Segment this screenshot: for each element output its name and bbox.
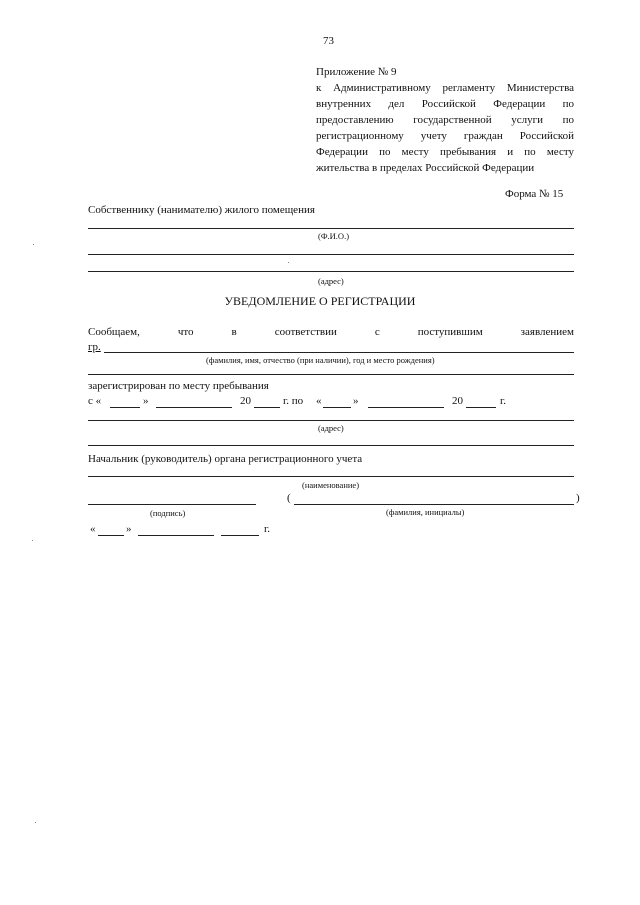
quote-open: « — [316, 395, 322, 407]
authority-name-line[interactable] — [88, 476, 574, 477]
paren-open: ( — [287, 492, 291, 504]
scan-speck — [288, 262, 289, 263]
year-to-field[interactable] — [466, 407, 496, 408]
scan-speck — [33, 244, 34, 245]
month-to-field[interactable] — [368, 407, 444, 408]
date-from-label: с « — [88, 395, 102, 407]
citizen-prefix: гр. — [88, 341, 101, 353]
appendix-line: Федерации по месту пребывания и по месту — [316, 146, 574, 158]
head-of-authority: Начальник (руководитель) органа регистрационного учета — [88, 453, 363, 465]
inform-line: Сообщаем, что в соответствии с поступившим заявлением — [88, 326, 574, 338]
initials-line[interactable] — [294, 504, 574, 505]
stay-address-line[interactable] — [88, 420, 574, 421]
fio-line[interactable] — [88, 228, 574, 229]
appendix-line: к Административному регламенту Министерства — [316, 82, 574, 94]
month-from-field[interactable] — [156, 407, 232, 408]
date-quote-close: » — [126, 523, 132, 535]
citizen-line[interactable] — [104, 352, 574, 353]
year-from-field[interactable] — [254, 407, 280, 408]
addressee-label: Собственнику (нанимателю) жилого помещения — [88, 204, 315, 216]
stay-address-caption: (адрес) — [318, 423, 344, 433]
quote-close: » — [143, 395, 149, 407]
address-caption: (адрес) — [318, 276, 344, 286]
address-line-1[interactable] — [88, 254, 574, 255]
authority-name-caption: (наименование) — [302, 480, 360, 490]
sign-year-field[interactable] — [221, 535, 259, 536]
year-prefix: 20 — [452, 395, 463, 407]
year-prefix: 20 — [240, 395, 251, 407]
sign-day-field[interactable] — [98, 535, 124, 536]
form-number: Форма № 15 — [505, 188, 564, 200]
sign-year-suffix: г. — [264, 523, 271, 535]
appendix-line: внутренних дел Российской Федерации по — [316, 98, 574, 110]
day-to-field[interactable] — [323, 407, 351, 408]
appendix-title: Приложение № 9 — [316, 66, 397, 78]
document-heading: УВЕДОМЛЕНИЕ О РЕГИСТРАЦИИ — [224, 294, 416, 308]
stay-address-line-2[interactable] — [88, 445, 574, 446]
page-number: 73 — [323, 35, 334, 47]
paren-close: ) — [576, 492, 580, 504]
signature-caption: (подпись) — [150, 508, 186, 518]
day-from-field[interactable] — [110, 407, 140, 408]
date-quote-open: « — [90, 523, 96, 535]
scan-speck — [32, 540, 33, 541]
appendix-line: регистрационному учету граждан Российской — [316, 130, 574, 142]
address-line-2[interactable] — [88, 271, 574, 272]
appendix-line: предоставлению государственной услуги по — [316, 114, 574, 126]
signature-line[interactable] — [88, 504, 256, 505]
fio-caption: (Ф.И.О.) — [318, 231, 350, 241]
scan-speck — [35, 822, 36, 823]
person-caption: (фамилия, имя, отчество (при наличии), год и место рождения) — [206, 355, 435, 365]
initials-caption: (фамилия, инициалы) — [386, 507, 465, 517]
sign-month-field[interactable] — [138, 535, 214, 536]
date-to-label: г. по — [283, 395, 304, 407]
appendix-line: жительства в пределах Российской Федерации — [316, 162, 535, 174]
registered-text: зарегистрирован по месту пребывания — [88, 380, 269, 392]
quote-close: » — [353, 395, 359, 407]
citizen-line-2[interactable] — [88, 374, 574, 375]
year-suffix: г. — [500, 395, 507, 407]
